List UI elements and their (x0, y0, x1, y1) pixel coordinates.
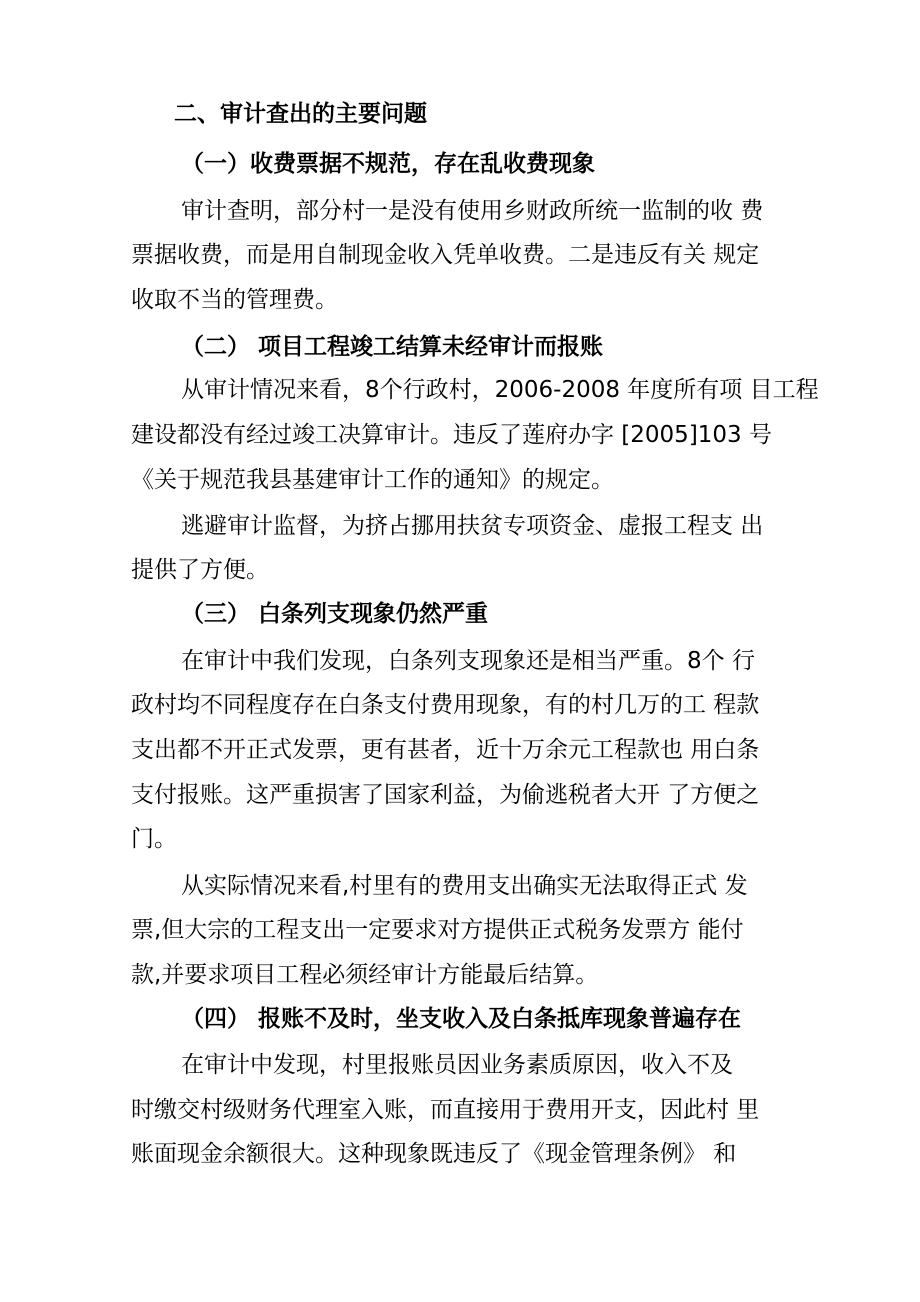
paragraph-line: 《关于规范我县基建审计工作的通知》的规定。 (131, 467, 614, 493)
paragraph-line: 政村均不同程度存在白条支付费用现象，有的村几万的工 程款 (131, 692, 760, 718)
paragraph-line: 在审计中我们发现，白条列支现象还是相当严重。8个 行 (181, 648, 755, 674)
paragraph-line: 支出都不开正式发票，更有甚者，近十万余元工程款也 用白条 (131, 737, 760, 763)
subsection-2-heading: （二） 项目工程竣工结算未经审计而报账 (181, 334, 604, 360)
paragraph-line: 逃避审计监督，为挤占挪用扶贫专项资金、虚报工程支 出 (181, 513, 764, 539)
paragraph-line: 票,但大宗的工程支出一定要求对方提供正式税务发票方 能付 (131, 917, 744, 943)
subsection-3-heading: （三） 白条列支现象仍然严重 (181, 601, 489, 627)
paragraph-line: 从实际情况来看,村里有的费用支出确实无法取得正式 发 (181, 873, 748, 899)
subsection-1-heading: （一）收费票据不规范，存在乱收费现象 (181, 151, 595, 177)
paragraph-line: 门。 (131, 826, 177, 852)
paragraph-line: 时缴交村级财务代理室入账，而直接用于费用开支，因此村 里 (131, 1097, 760, 1123)
paragraph-line: 在审计中发现，村里报账员因业务素质原因，收入不及 (181, 1052, 733, 1078)
section-title: 二、审计查出的主要问题 (174, 101, 427, 127)
paragraph-line: 款,并要求项目工程必须经审计方能最后结算。 (131, 962, 599, 988)
paragraph-line: 审计查明，部分村一是没有使用乡财政所统一监制的收 费 (181, 198, 764, 224)
subsection-4-heading: （四） 报账不及时，坐支收入及白条抵库现象普遍存在 (181, 1006, 742, 1032)
paragraph-line: 建设都没有经过竣工决算审计。违反了莲府办字 [2005]103 号 (131, 422, 773, 448)
paragraph-line: 从审计情况来看，8个行政村，2006-2008 年度所有项 目工程 (181, 377, 819, 403)
paragraph-line: 收取不当的管理费。 (131, 287, 338, 313)
paragraph-line: 提供了方便。 (131, 557, 269, 583)
paragraph-line: 票据收费，而是用自制现金收入凭单收费。二是违反有关 规定 (131, 242, 760, 268)
paragraph-line: 支付报账。这严重损害了国家利益，为偷逃税者大开 了方便之 (131, 782, 760, 808)
paragraph-line: 账面现金余额很大。这种现象既违反了《现金管理条例》 和 (131, 1141, 737, 1167)
